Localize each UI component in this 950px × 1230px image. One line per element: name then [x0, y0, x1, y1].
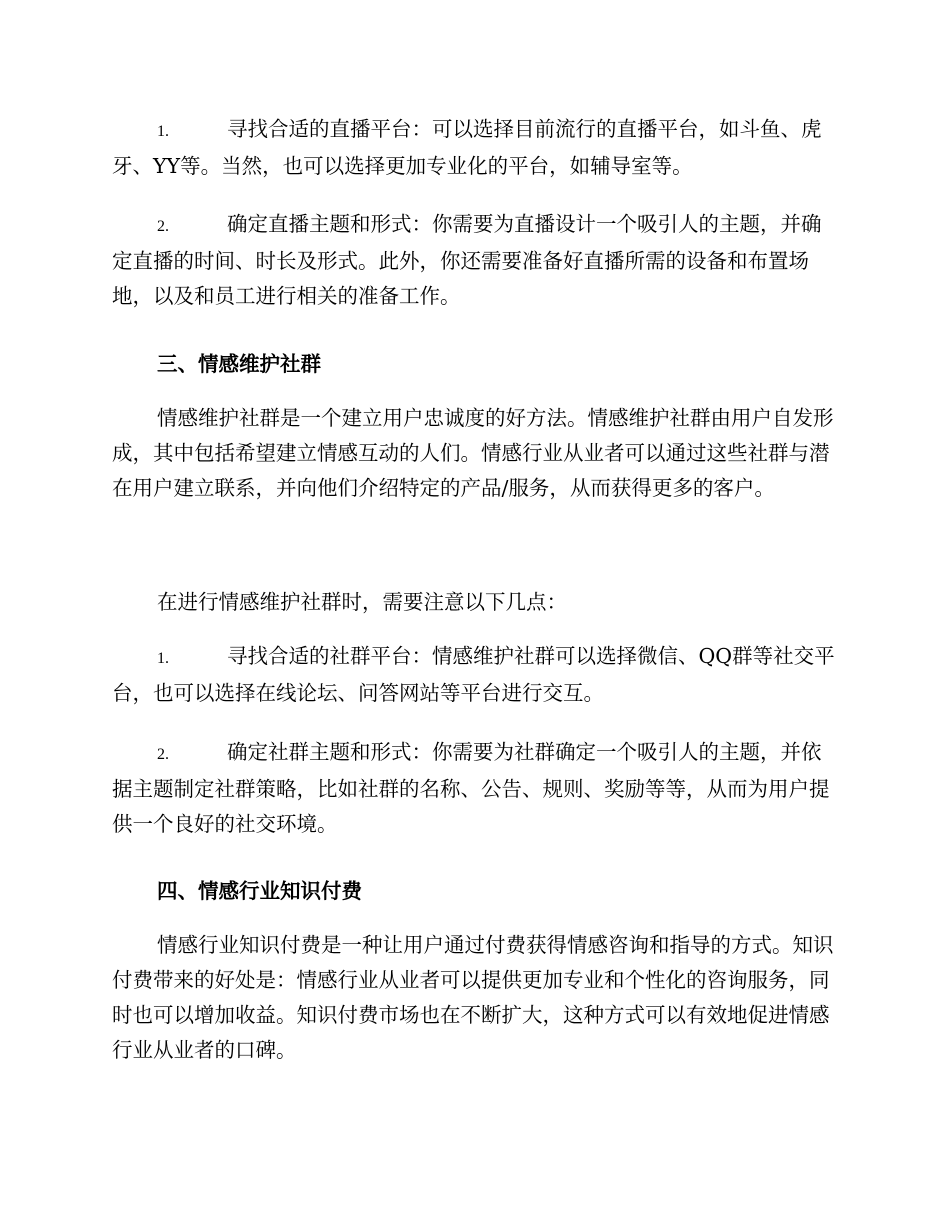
list-text: 寻找合适的直播平台：可以选择目前流行的直播平台，如斗鱼、虎牙、YY等。当然，也可以选择更加专业化的平台，如辅导室等。	[112, 117, 822, 178]
section-heading: 三、情感维护社群	[157, 352, 321, 376]
list-number: 2.	[157, 746, 169, 763]
list-item	[112, 207, 836, 314]
list-number: 2.	[157, 218, 169, 235]
list-number: 1.	[157, 650, 169, 667]
section-heading: 四、情感行业知识付费	[157, 879, 362, 903]
list-item	[112, 735, 836, 842]
list-text: 寻找合适的社群平台：情感维护社群可以选择微信、QQ群等社交平台，也可以选择在线论坛、问答网站等平台进行交互。	[112, 644, 835, 705]
list-number: 1.	[157, 123, 169, 140]
list-item	[112, 639, 836, 711]
list-text: 确定直播主题和形式：你需要为直播设计一个吸引人的主题，并确定直播的时间、时长及形式。此外，你还需要准备好直播所需的设备和布置场地，以及和员工进行相关的准备工作。	[112, 212, 822, 308]
paragraph: 情感维护社群是一个建立用户忠诚度的好方法。情感维护社群由用户自发形成，其中包括希望建立情感互动的人们。情感行业从业者可以通过这些社群与潜在用户建立联系，并向他们介绍特定的产品/服务，从而获得更多的客户。	[112, 406, 834, 500]
list-text: 确定社群主题和形式：你需要为社群确定一个吸引人的主题，并依据主题制定社群策略，比如社群的名称、公告、规则、奖励等等，从而为用户提供一个良好的社交环境。	[112, 740, 830, 836]
paragraph: 情感行业知识付费是一种让用户通过付费获得情感咨询和指导的方式。知识付费带来的好处是：情感行业从业者可以提供更加专业和个性化的咨询服务，同时也可以增加收益。知识付费市场也在不断扩大，这种方式可以有效地促进情感行业从业者的口碑。	[112, 933, 834, 1062]
paragraph: 在进行情感维护社群时，需要注意以下几点：	[157, 590, 567, 614]
list-item	[112, 112, 836, 184]
